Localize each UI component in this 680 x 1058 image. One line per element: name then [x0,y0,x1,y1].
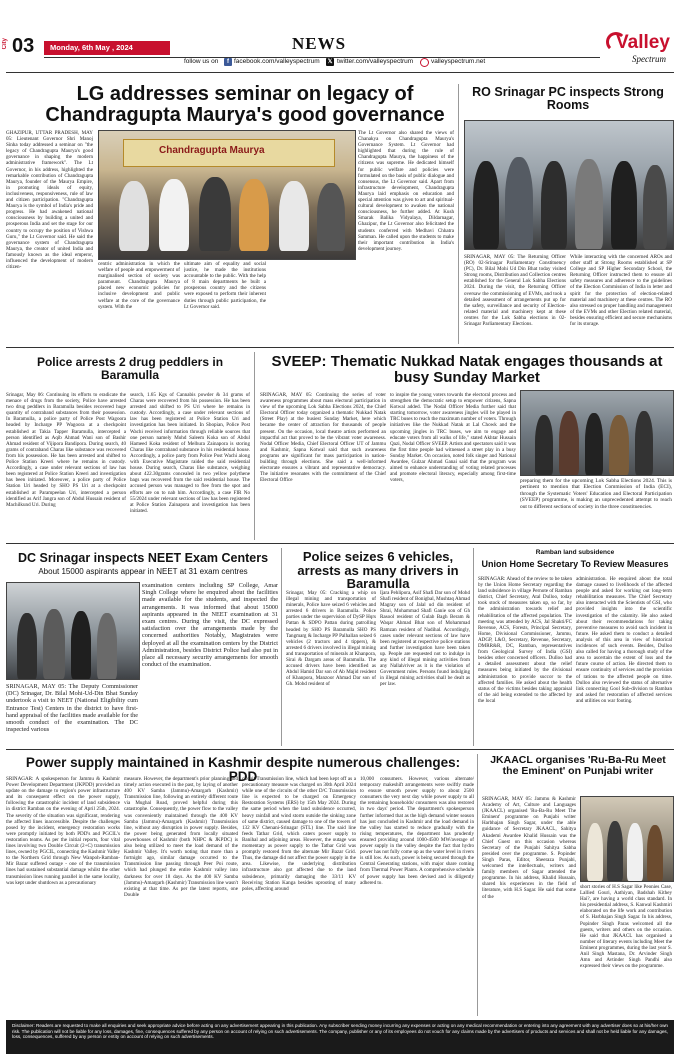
ramban-col-2: administration. He enquired about the total damage caused to livelihoods of the affected people and asked for working out long-term rehabilitation measures. The Chief Secretary also interacted with the Scientists of GSI, who provided insights into the scientific investigation of the calamity. He also asked about their recommendations for taking preventive measures to avoid such incident in future. He asked them to conduct a detailed analysis of this area in view of historical incidences of such events. Besides, Dulloo also called for having a thorough study of the area to ascertain the extent of loss and the future course of action. He directed them to ensure continuity of services and the provision of rations to the affected people on time. Dulloo also reviewed the status of alternative link connecting Gool Sub-division to Ramban and asked for restoration of affected services and utilities on war footing. [576,576,672,704]
ramban-kicker: Ramban land subsidence [535,549,615,556]
ro-photo [464,120,674,250]
ro-col-2: While interacting with the concerned AROs and other staff at Strong Rooms established at SP College and SP Higher Secondary School, the Returning Officer instructed them to ensure all safety measures and adherence to the guidelines of the Election Commission of India in letter and spirit for the protection of election-related material and machinery at these centres. The RO also stressed on proper handling and management of the EVMs and other Election related material, besides ensuring efficient and secure mechanisms for its storage. [570,254,672,328]
ramban-col-1: SRINAGAR: Ahead of the review to be taken by the Union Home Secretary regarding the land subsidence in village Pernote of Ramban district, Chief Secretary, Atal Dulloo, today took stock of measures taken up, so far, by the administration towards relief and rehabilitation of the affected population. The meeting was attended by ACS, Jal Shakti/FC Revenue, ACS, Forests, Principal Secretary, Home, Divisional Commissioner, Jammu, ADGP, L&O, Secretary, Revenue, Secretary, DMRR&R, DC, Ramban, representatives from Geological Survey of India (GSI) besides other concerned officers. Dulloo had a detailed assessment about the relief measures being initiated by the divisional administration to provide succor to the affected families. He asked about the health status of the victims besides taking appraisal of the aid being extended to the affected by the local [478,576,572,704]
divider [6,72,674,73]
divider [6,543,674,544]
jkaacl-photo [580,796,674,882]
power-col-1: SRINAGAR: A spokesperson for Jammu & Kashmir Power Development Department (JKPDD) provided an update on the damage to region's power infrastructure and its consequent effect on the power supply, following the catastrophic incident of land subsidence in district Ramban on the evening of April 25th, 2024. The severity of the situation was significant, rendering the affected lines inaccessible. Despite the challenges posed by the incident, emergency restoration works were promptly initiated by both PDD's and PGCIL's restoration teams. As per the initial reports, four vital lines involving two Double Circuit (2+C) transmission lines, owned by PGCIL, connecting the Kashmir Valley to the Northern Grid through New Wanpoh-Ramban-Mir Bazar suffered outage - one of the transmission lines had sustained substantial damage whilst the other transmission lines running parallel in the same locality, was kept under shutdown as a precautionary [6,776,120,886]
vehicles-col-2: Ijara Pehlipora, Asif Shafi Dar son of Mohd Shafi resident of Bonigbal, Mushtaq Ahmad Magray son of Jalal ud din resident of Shrai, Mohammad Shafi Ganie son of Gh Rasool resident of Gulab Bagh Beram & Waqar Ahmad Bhat son of Mohammad Ramzan resident of Nadihal. Accordingly, cases under relevant sections of law have been registered at respective police stations and further investigation have been taken up. People are requested not to indulge in any kind of illegal mining activities from any Nallah/river as it is the violation of Government rules. Persons found indulging in illegal mining activities shall be dealt as per law. [380,590,470,688]
lg-headline: LG addresses seminar on legacy of Chandragupta Maurya's good governance [45,83,445,126]
lg-col-1: GHAZIPUR, UTTAR PRADESH, MAY 05: Lieutenant Governor Shri Manoj Sinha today addressed a seminar on "the legacy of Chandragupta Maurya's good governance in shaping the modern administrative framework". The Lt Governor, in his address, highlighted the remarkable contribution of Chandragupta Maurya, founder of the Maurya Empire, in promoting ideals of equity, inclusiveness, responsiveness, rule of law and citizen participation. "Chandragupta Maurya is the symbol of India's pride and progress. He had awakened national consciousness by building a united and prosperous India and set the stage for our country to occupy the position of Vishwa Guru," the Lt Governor said. He said the governance system of Chandragupta Maurya, the creator of united India and famously known as the ideal emperor, influenced the development of modern citizen- [6,130,93,271]
logo [604,32,676,68]
lg-col-3: ultimate aim of equality and social justice, he made the institutions accountable to the public. With the help of 8 main departments he built a prosperous country and the citizens were exposed to perform their inherent duties through public participation, the Lt Governor said. [184,261,266,310]
logo-sub: Spectrum [632,54,666,64]
neet-photo [6,582,140,680]
sveep-col-1: SRINAGAR, MAY 05: Continuing the series of voter awareness programmes about mass electoral participation in view of the upcoming Lok Sabha Elections 2024, the Chief Electoral Officer today organized a thematic Nukkad Natak (Street Play) at the busiest Sunday Market, here which became the center of attraction for thousands of people present. On the occasion, local theatre artists performed an impactful act that proved to be the vibrant voter awareness. Nodal Officer Media, Chief Electoral Officer UT of Jammu and Kashmir, Sapna Kotwal said that such awareness programs are significant for mass participation in nation-building through elections. She said a well-informed electorate ensures a vibrant and representative democracy. The initiative resonates with the commitment of the Chief Electoral Office [260,392,386,484]
drugs-col-2: search, 1.65 Kgs of Cannabis powder & 34 grams of Charas were recovered from his possession. He has been arrested and shifted to PS Uri where he remains in custody. Accordingly, a case under relevant sections of law has been registered at Police Station Uri and investigation has been initiated. In Sbopian, Police Post Wachi received information through reliable sources that one person namely Mohd Saleem Koka son of Abdul Hameed Koka resident of Melhura Zainapora is storing Charas like contraband substance in his residential house. Accordingly, a police party from Police Post Wachi along with Executive Magistrate raided the said residential house. During search, Charas like substance, weighing about 422.30grams concealed in two yellow polythene bags was recovered from the said residential house. The accused person was managed to flee from the spot and efforts are on to nab him. Accordingly, a case FIR No 55/2024 under relevant sections of law has been registered at Police Station Zainapora and investigation has been initiated. [130,392,250,514]
drugs-col-1: Srinagar, May 06: Continuing its efforts to eradicate the menace of drugs from the society, Police have arrested two drug peddlers in Baramulla besides recovered huge quantity of contraband substances from their possession. In Baramulla, a police party of Police Post Wagoora headed by Incharge PP Wagoora at a checkpoint established at Takia Tapper Baramulla, intercepted a person identified as Aqib Ahmad Wani son of Bashir Ahmad resident of Vijipora Bandipora. During search, 40 grams of contraband Charas like substance was recovered from his possession. He has been arrested and shifted to Police Station Kreeri where he remains in custody. Accordingly, a case under relevant sections of law has been registered at Police Station Kreeri and investigation has been initiated. Moreover, a police party of Police Station Uri headed by SHO PS Uri at a checkpoint established at Parampeelan Uri, intercepted a person identified as Arif Jangra son of Abdul Hussain resident of Machilkund Uri. During [6,392,126,508]
lg-col-4: The Lt Governor also shared the views of Chanakya on Chandragupta Maurya's Governance System. Lt Governor had highlighted that during the rule of Chandragupta Maurya, the happiness of the citizens was supreme. He dedicated himself for public welfare and policies were formulated on the basis of public dialogue and consensus, the Lt Governor said. Apart from infrastructure development, Chandragupta Maurya laid emphasis on education and special attention was given to art and spiritual-cultural development to awaken the national consciousness, he further added. At Kush Smarak Balika Vidyalaya, Dildarnagar, Ghazipur, the Lt Governor also felicitated the students conferred with Medhavi Chhatra Samman. He called upon the students to make their important contribution in India's development journey. [358,130,454,252]
website-link[interactable]: valleyspectrum.net [431,58,486,65]
neet-col-2: examination centers including SP College, Amar Singh College where he enquired about the facilities made available for the students, and inspected the arrangements. It was informed that about 15000 aspirants appeared in the NEET examination at 31 exam centres. During the visit, the DC expressed satisfaction over the arrangements made by the concerned authorities Notably, Magistrates were deployed at all the examination centers by the District Administration, besides District Police had also put in place all necessary security arrangements for smooth conduct of the examination. [142,582,278,669]
facebook-link[interactable]: facebook.com/valleyspectrum [234,58,320,65]
footer-disclaimer-bar [6,1020,674,1054]
drugs-headline: Police arrests 2 drug peddlers in Baramulla [36,355,224,382]
jkaacl-col-1: SRINAGAR, MAY 05: Jammu & Kashmir Academy of Art, Culture and Languages (JKAACL) organised 'Ru-Ba-Ru Meet The Eminent' programme on Punjabi writer Harbhajan Singh Sagar, under the able guidance of Secretary JKAACL, Sahitya Akademi Awardee Khalid Hussain was the Chief Guest on this occasion whereas Secretary of the Punjabi Sahitya Sabha presided over the programme. S. Popinder Singh Paras, Editor, Sheeraza Punjabi, welcomed the intellectuals, writers and family members of Sagar attended the programme. In his address, Khalid Hussain, shared his experiences in the field of literature, with H.S Sagar. He said that some of the [482,796,576,900]
ramban-headline: Union Home Secretary To Review Measures [481,559,669,569]
globe-icon[interactable] [420,58,429,67]
power-headline: Power supply maintained in Kashmir despite numerous challenges: PDD [25,755,461,785]
power-col-3: circuit Transmission line, which had been kept off as a precautionary measure was charged on 30th April 2024 while one of the circuits of the other D/C Transmission line is expected to be charged on Emergency Restoration Systems (ERS) by 15th May 2024. During the same period when the land subsidence occurred, heavy rainfall and wind storm outside the sinking zone of same district, caused damage to one of the towers of 132 KV Chenani-Srinagar (STL) line. The said line feeds Tathar Grid, which caters power supply to Banihal and adjoining areas. However, the outage was momentary as power supply to the Tathar Grid was promptly restored from the alternate Mir Bazar Grid. Thus, the damage did not affect the power supply in the area. Likewise, the underlying distribution infrastructure also got affected due to the land subsidence, primarily damaging the 33/11 KV Receiving Station Kanga besides uprooting of many poles, affecting around [242,776,356,892]
neet-col-1: SRINAGAR, MAY 05: The Deputy Commissioner (DC) Srinagar, Dr. Bilal Mohi-Ud-Din Bhat Sunday undertook a visit to NEET (National Eligibility cum Entrance Test) Centers in the district to have first-hand appraisal of the facilities made available for the smooth conduct of the examination. The DC inspected various [6,683,138,734]
page-number: 03 [12,35,35,57]
city-label: City [2,38,8,50]
divider [458,84,459,344]
sveep-col-3: preparing them for the upcoming Lok Sabha Elections 2024. This is pertinent to mention that Election Commission of India (ECI), through the Systematic Voters' Education and Electoral Participation (SVEEP) programme, is making an unprecedented attempt to reach out to different sections of society in the three constituencies. [520,478,672,510]
divider [477,754,478,1016]
lg-col-2: centric administration in which the welfare of people and empowerment of marginalised section of society was paramount. Chandragupta Maurya placed new economic policies for inclusive development and public welfare at the core of the governance system. With the [98,261,180,310]
footer-disclaimer: Disclaimer: Readers are requested to make all enquiries and seek appropriate advice before acting on any advertisement appearing in this publication. Any subscriber sending money incurring any expenses or acting on any medical recommendation or entering into any agreement with any advertiser does so at his/her own risk. The publication will not be liable for any loss, damages, fine, consequences suffered by any person on account of relying on such advertisements. The company, publisher or any of its employees do not vouch for any claims made by the advertisers of products and services and shall not be held liable for any damages, loss, consequences, suffered by any person or entity on account of relying on such advertisements. [12,1023,668,1040]
jkaacl-col-2: short stories of H.S Sagar like Peonies Case, Lallied Gouri, Aathiyan, Badshah Kithey Hai?, are having a world class standard. In his presidential address, S. Kanwal Kashmiri elaborated on the life work and contribution of S. Harbhajan Singh Sagar. In his address, Popinder Singh Paras welcomed all the guests, writers and others on the occasion. He said that JKAACL has organised a number of literary events including Meet the Eminent programmes, during the last year S. Anil Singh Mastana, Dr. Arvinder Singh Amn and Avtinder Singh Pandhi also expressed their views on the programme. [580,884,672,970]
vehicles-col-1: Srinagar, May 05: Cracking a whip on illegal mining and transportation of minerals, Police have seized 6 vehicles and arrested 6 drivers in Baramulla. Police parties under the supervision of DySP Hqrs Pattan & SDPO Pattan during patrolling headed by SHO PS Baramulla SHO PS Tangmarg & Incharge PP Palhallan seized 6 vehicles (2 tractors and 4 tippers), & arrested 6 drivers involved in illegal mining and transportation of minerals at Khanpora, Sirai & Dargam areas of Baramulla. The accused drivers have been identified as Abdul Hamid Dar son of Ab Majid resident of Khanpora, Manzoor Ahmad Dar son of Gh. Mohd resident of [286,590,376,688]
facebook-icon[interactable]: f [224,58,232,66]
ro-col-1: SRINAGAR, MAY 05: The Returning Officer (RO) 02-Srinagar Parliamentary Constituency (PC), Dr. Bilal Mohi Ud Din Bhat today visited Strong rooms, Distribution and Collection centres established for the General Lok Sabha Elections 2024. During the visit, the Returning Officer oversaw the commissioning of EVMs, and took a detailed assessment of arrangements put up for the safety, surveillance and security of Election-related material and machinery kept at these centres for the Lok Sabha elections in 02-Srinagar Parliamentary Elections. [464,254,566,328]
section-title: NEWS [292,34,347,53]
vehicles-headline: Police seizes 6 vehicles, arrests as many drivers in Baramulla [297,549,459,592]
divider [473,548,474,746]
jkaacl-headline: JKAACL organises 'Ru-Ba-Ru Meet the Eminent' on Punjabi writer [490,754,666,778]
twitter-icon[interactable]: 𝕏 [327,59,333,65]
sveep-headline: SVEEP: Thematic Nukkad Natak engages thousands at busy Sunday Market [271,353,663,386]
divider [6,749,674,750]
power-col-2: measure. However, the department's prior planning and timely action executed in the past, by laying of another 400 KV Samba (Jammu)-Amargarh (Kashmir) Transmission line, following an entirely different route via Mughal Road, proved helpful during this catastrophe. Consequently, the power flow to the valley was conveniently maintained through the 400 KV Samba (Jammu)-Amargarh (Kashmir) Transmission line, without any disruption in power supply. Besides, the power being generated from locally situated powerhouses of Kashmir (both NHPC & JKPDC) is also being utilized to meet the load demand of the Kashmir Valley. It's worth noting that more than a fortnight ago, similar damage occurred to the Transmission line passing through Peer Poi route, which had plunged the entire Kashmir valley into darkness for over 18 days. As the 400 KV Samba (Jammu)-Amargarh (Kashmir) Transmission line wasn't existing at that time. As per the latest reports, one Double [124,776,238,898]
divider [281,548,282,746]
power-col-4: 10,000 consumers. However, various alternate/ temporary makeshift arrangements were swiftly made to ensure smooth power supply to about 2500 consumers the very next day while power supply to all the remaining households/ consumers was also restored in two days' period. The department's spokesperson further informed that as the high demand winter season has just concluded in Kashmir and the load demand in the valley has started to reduce gradually with the rising temperatures, the department has prudently ensured providing around 1000-4500 MW/average of power supply in the valley despite the fact that hydro power has not fully come up as the water level in rivers is still low. As such, power is being secured through the Central Generating stations, with major share coming from Thermal Power Plants. A comprehensive schedule of power supply has been devised and is diligently adhered to. [360,776,474,886]
lg-photo [98,130,356,260]
lg-photo-banner: Chandragupta Maurya [159,145,265,156]
masthead [0,0,680,68]
follow-label: follow us on [184,58,219,65]
twitter-link[interactable]: twitter.com/valleyspectrum [337,58,414,65]
sveep-photo [520,390,674,476]
divider [6,347,674,348]
sveep-col-2: to inspire the young voters towards the electoral process and strengthen the democratic setup to empower citizens, Sapna Kotwal added. The Nodal Officer Media further said that starting tomorrow, voter awareness jingles will be played in TRC buses to reach the maximum number of voters. Through initiatives like the Nukkad Natak at Lal Chowk and the upcoming jingles in TRC buses, we aim to engage and educate voters from all walks of life," stated Akhtar Hussain Qazi, Nodal Officer SVEEP. Artists and spectators said it was the first time people had witnessed a street play in a busy Sunday Market. On occasion, noted folk singer and National Awardee, Gulzar Ahmad Ganai said that the program was aimed to enhance understanding of voting related processes and promote electoral literacy, especially among first-time voters, [390,392,516,484]
ro-headline: RO Srinagar PC inspects Strong Rooms [472,85,664,113]
issue-date: Monday, 6th May , 2024 [50,43,133,52]
neet-headline: DC Srinagar inspects NEET Exam Centers [17,551,269,565]
neet-subhead: About 15000 aspirants appear in NEET at 31 exam centres [38,567,248,576]
divider [254,352,255,540]
logo-main: Valley [616,32,670,53]
header-rule [44,57,600,58]
